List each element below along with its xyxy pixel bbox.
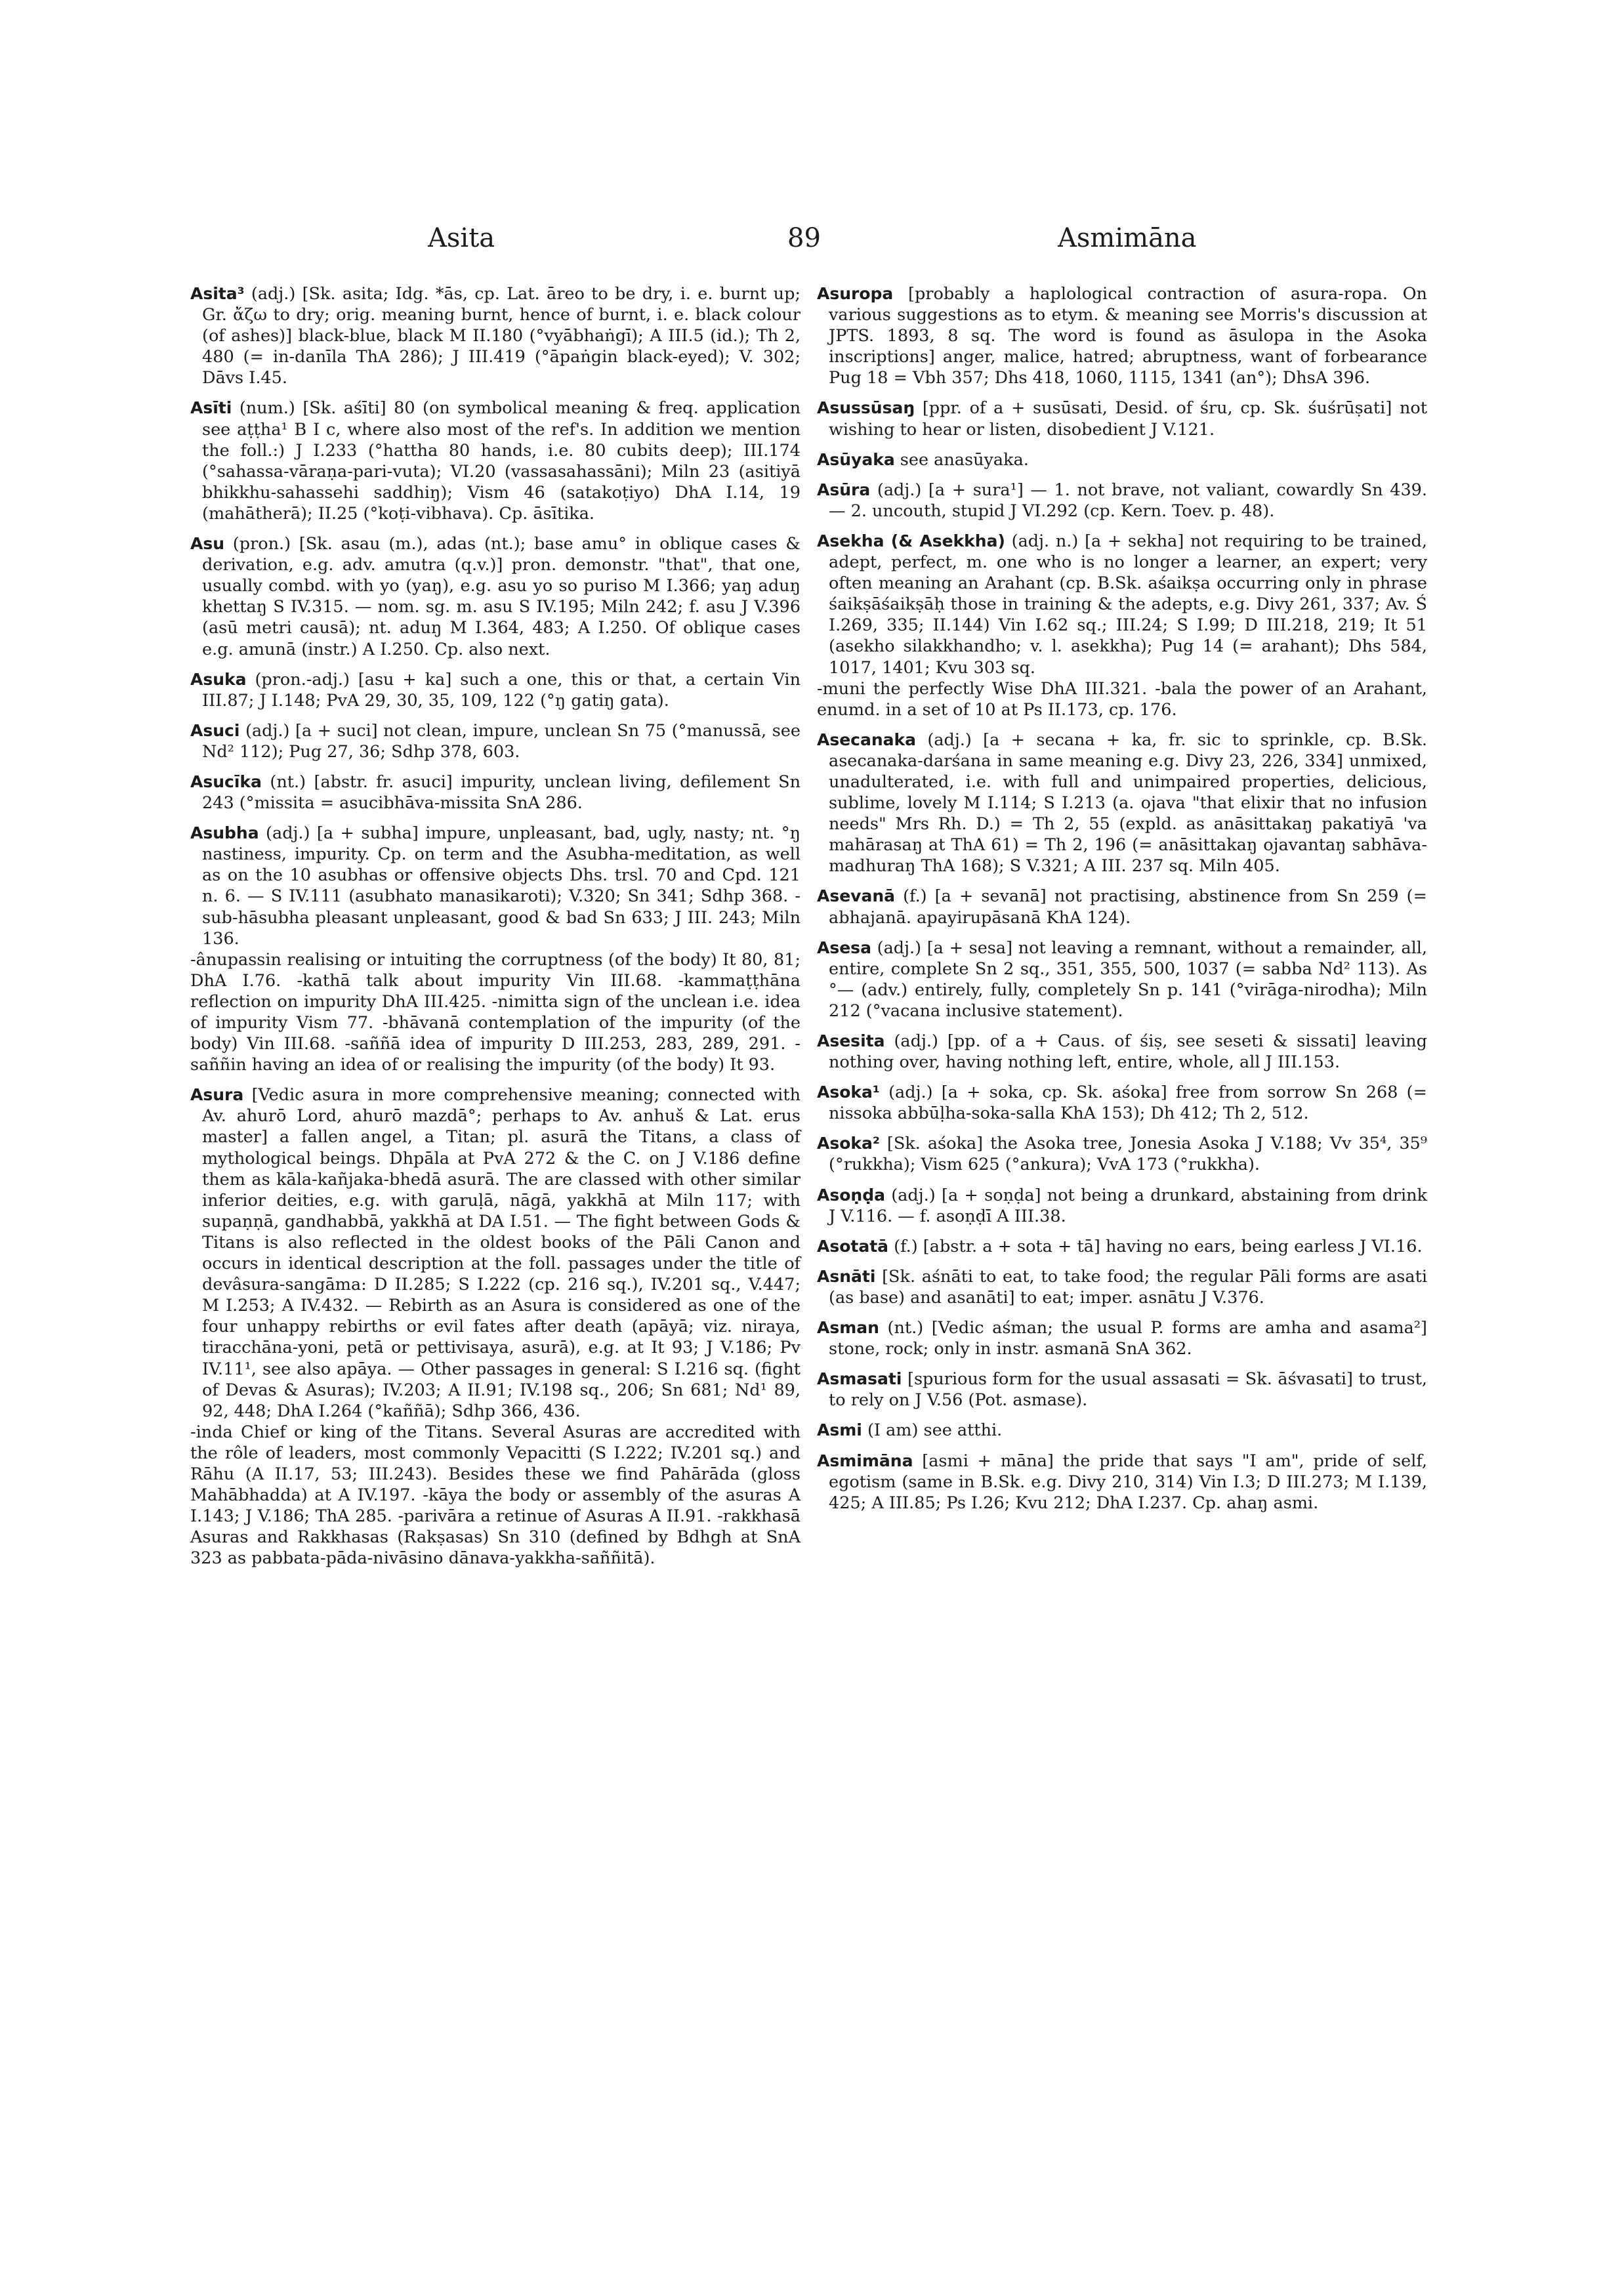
entry-definition: [spurious form for the usual assasati = Sk. āśvasati] to trust, to rely on J V.56 (Pot. asmase). (829, 1369, 1427, 1411)
dictionary-entry (817, 1451, 1427, 1514)
headword: Asevanā (817, 886, 896, 906)
entry-definition: (nt.) [abstr. fr. asuci] impurity, unclean living, defilement Sn 243 (°missita = asucibhāva-missita SnA 286. (202, 772, 801, 814)
entry-definition: (adj.) [a + secana + ka, fr. sic to sprinkle, cp. B.Sk. asecanaka-darśana in same meaning e.g. Divy 23, 226, 334] unmixed, unadulterated, i.e. with full and unimpaired properties, delicious, sublime, lovely M I.114; S I.213 (a. ojava "that elixir that no infusion needs" Mrs Rh. D.) = Th 2, 55 (expld. as anāsittakaŋ pakatiyā 'va mahārasaŋ at ThA 61) = Th 2, 196 (= anāsittakaŋ ojavantaŋ sabhāva-madhuraŋ ThA 168); S V.321; A III. 237 sq. Miln 405. (829, 730, 1427, 877)
dictionary-entry (190, 533, 801, 660)
entry-definition: [Vedic asura in more comprehensive meaning; connected with Av. ahurō Lord, ahurō mazdā°; perhaps to Av. anhuš & Lat. erus master] a fallen angel, a Titan; pl. asurā the Titans, a class of mythological beings. Dhpāla at PvA 272 & the C. on J V.186 define them as kāla-kañjaka-bhedā asurā. The are classed with other similar inferior deities, e.g. with garuḷā, nāgā, yakkhā at Miln 117; with supaṇṇā, gandhabbā, yakkhā at DA I.51. — The fight between Gods & Titans is also reflected in the oldest books of the Pāli Canon and occurs in identical description at the foll. passages under the title of devâsura-sangāma: D II.285; S I.222 (cp. 216 sq.), IV.201 sq., V.447; M I.253; A IV.432. — Rebirth as an Asura is considered as one of the four unhappy rebirths or evil fates after death (apāyā; viz. niraya, tiracchāna-yoni, petā or pettivisaya, asurā), e.g. at It 93; J V.186; Pv IV.11¹, see also apāya. — Other passages in general: S I.216 sq. (fight of Devas & Asuras); IV.203; A II.91; IV.198 sq., 206; Sn 681; Nd¹ 89, 92, 448; DhA I.264 (°kaññā); Sdhp 366, 436. (202, 1085, 801, 1421)
dictionary-entry (817, 1420, 1427, 1441)
headword: Asubha (190, 823, 259, 843)
dictionary-entry (817, 283, 1427, 388)
dictionary-entry (817, 449, 1427, 470)
headword: Asūyaka (817, 449, 895, 469)
page-header (185, 223, 1465, 262)
entry-definition: (adj.) [a + soka, cp. Sk. aśoka] free from sorrow Sn 268 (= nissoka abbūḷha-soka-salla KhA 153); Dh 412; Th 2, 512. (829, 1083, 1427, 1124)
running-head-left: Asita (428, 223, 495, 253)
dictionary-entry (817, 1317, 1427, 1359)
entry-definition: (adj.) [a + sura¹] — 1. not brave, not valiant, cowardly Sn 439. — 2. uncouth, stupid J VI.292 (cp. Kern. Toev. p. 48). (829, 480, 1427, 521)
sub-entry (190, 1422, 801, 1569)
page-number: 89 (787, 223, 821, 253)
entry-definition: (I am) see atthi. (862, 1420, 1003, 1441)
headword: Asussūsaŋ (817, 398, 915, 418)
entry-definition: -ânupassin realising or intuiting the corruptness (of the body) It 80, 81; DhA I.76. -kathā talk about impurity Vin III.68. -kammaṭṭhāna reflection on impurity DhA III.425. -nimitta sign of the unclean i.e. idea of impurity Vism 77. -bhāvanā contemplation of the impurity (of the body) Vin III.68. -saññā idea of impurity D III.253, 283, 289, 291. -saññin having an idea of or realising the impurity (of the body) It 93. (190, 949, 801, 1075)
sub-entry (190, 949, 801, 1076)
entry-definition: [asmi + māna] the pride that says "I am", pride of self, egotism (same in B.Sk. e.g. Divy 210, 314) Vin I.3; D III.273; M I.139, 425; A III.85; Ps I.26; Kvu 212; DhA I.237. Cp. ahaŋ asmi. (829, 1451, 1427, 1513)
headword: Asoka¹ (817, 1083, 880, 1102)
entry-definition: (pron.-adj.) [asu + ka] such a one, this or that, a certain Vin III.87; J I.148; PvA 29, 30, 35, 109, 122 (°ŋ gatiŋ gata). (202, 669, 801, 711)
headword: Asīti (190, 398, 232, 418)
dictionary-entry (817, 730, 1427, 877)
headword: Asura (190, 1085, 244, 1105)
headword: Asman (817, 1318, 879, 1338)
dictionary-entry (817, 1082, 1427, 1124)
entry-definition: (adj.) [Sk. asita; Idg. *ās, cp. Lat. āreo to be dry, i. e. burnt up; Gr. ἄζω to dry; orig. meaning burnt, hence of burnt, i. e. black colour (of ashes)] black-blue, black M II.180 (°vyābhaṅgī); A III.5 (id.); Th 2, 480 (= in-danīla ThA 286); J III.419 (°āpaṅgin black-eyed); V. 302; Dāvs I.45. (202, 284, 801, 388)
entry-definition: see anasūyaka. (894, 449, 1029, 470)
dictionary-entry (817, 1236, 1427, 1257)
headword: Asoṇḍa (817, 1185, 885, 1205)
headword: Asūra (817, 480, 871, 499)
headword: Asesita (817, 1031, 885, 1050)
dictionary-entry (817, 1266, 1427, 1308)
entry-definition: [Sk. aśnāti to eat, to take food; the regular Pāli forms are asati (as base) and asanāti] to eat; imper. asnātu J V.376. (829, 1266, 1427, 1308)
dictionary-entry (817, 886, 1427, 928)
headword: Asekha (& Asekkha) (817, 531, 1005, 550)
dictionary-entry (817, 1369, 1427, 1411)
dictionary-entry (817, 480, 1427, 522)
headword: Asotatā (817, 1236, 889, 1256)
dictionary-entry (190, 398, 801, 524)
dictionary-entry (817, 938, 1427, 1022)
entry-definition: (f.) [a + sevanā] not practising, abstinence from Sn 259 (= abhajanā. apayirupāsanā KhA 124). (829, 886, 1427, 928)
entry-definition: (adj.) [a + subha] impure, unpleasant, bad, ugly, nasty; nt. °ŋ nastiness, impurity. Cp. on term and the Asubha-meditation, as well as on the 10 asubhas or offensive objects Dhs. trsl. 70 and Cpd. 121 n. 6. — S IV.111 (asubhato manasikaroti); V.320; Sn 341; Sdhp 368. -sub-hāsubha pleasant unpleasant, good & bad Sn 633; J III. 243; Miln 136. (202, 823, 801, 949)
entry-definition: -inda Chief or king of the Titans. Several Asuras are accredited with the rôle of leaders, most commonly Vepacitti (S I.222; IV.201 sq.) and Rāhu (A II.17, 53; III.243). Besides these we find Pahārāda (gloss Mahābhadda) at A IV.197. -kāya the body or assembly of the asuras A I.143; J V.186; ThA 285. -parivāra a retinue of Asuras A II.91. -rakkhasā Asuras and Rakkhasas (Rakṣasas) Sn 310 (defined by Bdhgh at SnA 323 as pabbata-pāda-nivāsino dānava-yakkha-saññitā). (190, 1422, 801, 1569)
dictionary-entry (817, 1031, 1427, 1073)
entry-definition: (adj.) [a + sesa] not leaving a remnant, without a remainder, all, entire, complete Sn 2 sq., 351, 355, 500, 1037 (= sabba Nd² 113). As °— (adv.) entirely, fully, completely Sn p. 141 (°virāga-nirodha); Miln 212 (°vacana inclusive statement). (829, 938, 1427, 1021)
sub-entry (817, 678, 1427, 720)
left-column (190, 283, 801, 1578)
dictionary-entry (817, 1185, 1427, 1227)
dictionary-entry (190, 669, 801, 711)
entry-definition: -muni the perfectly Wise DhA III.321. -bala the power of an Arahant, enumd. in a set of 10 at Ps II.173, cp. 176. (817, 678, 1427, 720)
dictionary-entry (190, 1085, 801, 1422)
headword: Asu (190, 534, 225, 554)
entry-definition: [ppr. of a + susūsati, Desid. of śru, cp. Sk. śuśrūṣati] not wishing to hear or listen, disobedient J V.121. (829, 398, 1427, 440)
dictionary-entry (817, 1133, 1427, 1175)
dictionary-entry (190, 283, 801, 388)
headword: Asecanaka (817, 730, 917, 749)
headword: Asuropa (817, 284, 894, 303)
headword: Asmi (817, 1420, 862, 1440)
headword: Asuka (190, 669, 247, 689)
entry-definition: [probably a haplological contraction of asura-ropa. On various suggestions as to etym. & meaning see Morris's discussion at JPTS. 1893, 8 sq. The word is found as āsulopa in the Asoka inscriptions] anger, malice, hatred; abruptness, want of forbearance Pug 18 = Vbh 357; Dhs 418, 1060, 1115, 1341 (an°); DhsA 396. (829, 284, 1427, 388)
entry-definition: (adj. n.) [a + sekha] not requiring to be trained, adept, perfect, m. one who is no longer a learner, an expert; very often meaning an Arahant (cp. B.Sk. aśaikṣa occurring only in phrase śaikṣāśaikṣāḥ those in training & the adepts, e.g. Divy 261, 337; Av. Ś I.269, 335; II.144) Vin I.62 sq.; III.24; S I.99; D III.218, 219; It 51 (asekho silakkhandho; v. l. asekkha); Pug 14 (= arahant); Dhs 584, 1017, 1401; Kvu 303 sq. (829, 531, 1427, 678)
headword: Asuci (190, 720, 240, 740)
entry-definition: (pron.) [Sk. asau (m.), adas (nt.); base amu° in oblique cases & derivation, e.g. adv. amutra (q.v.)] pron. demonstr. "that", that one, usually combd. with yo (yaŋ), e.g. asu yo so puriso M I.366; yaŋ aduŋ khettaŋ S IV.315. — nom. sg. m. asu S IV.195; Miln 242; f. asu J V.396 (asū metri causā); nt. aduŋ M I.364, 483; A I.250. Of oblique cases e.g. amunā (instr.) A I.250. Cp. also next. (202, 534, 801, 659)
entry-definition: (adj.) [pp. of a + Caus. of śiṣ, see seseti & sissati] leaving nothing over, having nothing left, entire, whole, all J III.153. (829, 1031, 1427, 1073)
headword: Asita³ (190, 284, 245, 303)
headword: Asucīka (190, 772, 262, 791)
headword: Asmimāna (817, 1451, 913, 1470)
headword: Asesa (817, 938, 871, 957)
dictionary-entry (190, 720, 801, 762)
headword: Asoka² (817, 1134, 880, 1153)
dictionary-entry (190, 823, 801, 949)
dictionary-entry (817, 398, 1427, 440)
entry-definition: (f.) [abstr. a + sota + tā] having no ears, being earless J VI.16. (888, 1236, 1423, 1256)
entry-definition: (adj.) [a + soṇḍa] not being a drunkard, abstaining from drink J V.116. — f. asoṇḍī A III.38. (829, 1185, 1427, 1226)
running-head-right: Asmimāna (1058, 223, 1197, 253)
right-column (817, 283, 1427, 1523)
headword: Asnāti (817, 1266, 876, 1286)
entry-definition: (nt.) [Vedic aśman; the usual P. forms are amha and asama²] stone, rock; only in instr. asmanā SnA 362. (829, 1318, 1427, 1359)
entry-definition: (num.) [Sk. aśīti] 80 (on symbolical meaning & freq. application see aṭṭha¹ B I c, where also most of the ref's. In addition we mention the foll.:) J I.233 (°hattha 80 hands, i.e. 80 cubits deep); III.174 (°sahassa-vāraṇa-pari-vuta); VI.20 (vassasahassāni); Miln 23 (asitiyā bhikkhu-sahassehi saddhiŋ); Vism 46 (satakoṭiyo) DhA I.14, 19 (mahātherā); II.25 (°koṭi-vibhava). Cp. āsītika. (202, 398, 801, 524)
entry-definition: (adj.) [a + suci] not clean, impure, unclean Sn 75 (°manussā, see Nd² 112); Pug 27, 36; Sdhp 378, 603. (202, 720, 801, 762)
dictionary-entry (817, 531, 1427, 678)
entry-definition: [Sk. aśoka] the Asoka tree, Jonesia Asoka J V.188; Vv 35⁴, 35⁹ (°rukkha); Vism 625 (°ankura); VvA 173 (°rukkha). (829, 1134, 1427, 1175)
dictionary-entry (190, 772, 801, 814)
headword: Asmasati (817, 1369, 902, 1389)
